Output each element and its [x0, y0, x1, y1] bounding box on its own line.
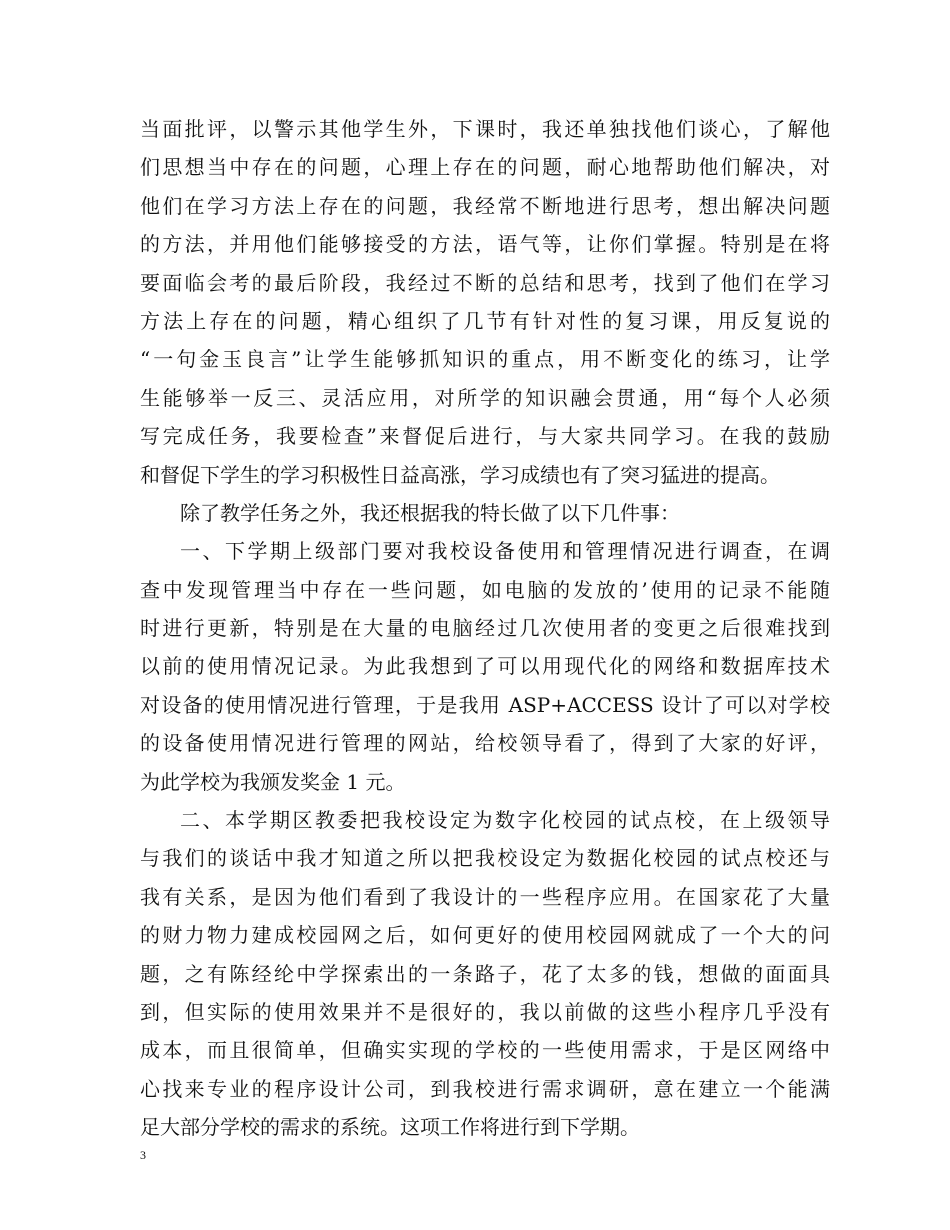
text-line: 时进行更新，特别是在大量的电脑经过几次使用者的变更之后很难找到 — [140, 616, 830, 641]
text-line: 的财力物力建成校园网之后，如何更好的使用校园网就成了一个大的问 — [140, 923, 830, 948]
text-line: 对设备的使用情况进行管理，于是我用 ASP+ACCESS 设计了可以对学校 — [140, 692, 830, 717]
text-line: 要面临会考的最后阶段，我经过不断的总结和思考，找到了他们在学习 — [140, 270, 830, 295]
text-line: 方法上存在的问题，精心组织了几节有针对性的复习课，用反复说的 — [140, 308, 830, 333]
text-line: 以前的使用情况记录。为此我想到了可以用现代化的网络和数据库技术 — [140, 654, 830, 679]
text-line: 当面批评，以警示其他学生外，下课时，我还单独找他们谈心，了解他 — [140, 117, 830, 141]
text-line: 题，之有陈经纶中学探索出的一条路子，花了太多的钱，想做的面面具 — [140, 961, 830, 986]
text-line: 们思想当中存在的问题，心理上存在的问题，耐心地帮助他们解决，对 — [140, 155, 830, 180]
text-line: 为此学校为我颁发奖金 1 元。 — [140, 769, 406, 794]
paragraph-first-line: 一、下学期上级部门要对我校设备使用和管理情况进行调查，在调 — [180, 539, 830, 564]
text-line: 的设备使用情况进行管理的网站，给校领导看了，得到了大家的好评， — [140, 731, 830, 756]
text-line: 到，但实际的使用效果并不是很好的，我以前做的这些小程序几乎没有 — [140, 999, 830, 1024]
paragraph-first-line: 二、本学期区教委把我校设定为数字化校园的试点校，在上级领导 — [180, 808, 830, 833]
paragraph-first-line: 除了教学任务之外，我还根据我的特长做了以下几件事： — [180, 500, 680, 525]
text-line: 的方法，并用他们能够接受的方法，语气等，让你们掌握。特别是在将 — [140, 232, 830, 257]
page-number: 3 — [140, 1148, 146, 1162]
text-line: 足大部分学校的需求的系统。这项工作将进行到下学期。 — [140, 1115, 640, 1140]
text-line: 写完成任务，我要检查”来督促后进行，与大家共同学习。在我的鼓励 — [140, 424, 830, 449]
text-line: 生能够举一反三、灵活应用，对所学的知识融会贯通，用“每个人必须 — [140, 385, 830, 410]
text-line: “一句金玉良言”让学生能够抓知识的重点，用不断变化的练习，让学 — [140, 347, 830, 372]
text-line: 和督促下学生的学习积极性日益高涨，学习成绩也有了突习猛进的提高。 — [140, 462, 780, 487]
text-line: 查中发现管理当中存在一些问题，如电脑的发放的’使用的记录不能随 — [140, 577, 830, 602]
text-line: 心找来专业的程序设计公司，到我校进行需求调研，意在建立一个能满 — [140, 1076, 830, 1101]
text-line: 与我们的谈话中我才知道之所以把我校设定为数据化校园的试点校还与 — [140, 846, 830, 871]
text-line: 我有关系，是因为他们看到了我设计的一些程序应用。在国家花了大量 — [140, 884, 830, 909]
body-text — [140, 110, 830, 1147]
text-line: 他们在学习方法上存在的问题，我经常不断地进行思考，想出解决问题 — [140, 193, 830, 218]
text-line: 成本，而且很简单，但确实实现的学校的一些使用需求，于是区网络中 — [140, 1038, 830, 1063]
